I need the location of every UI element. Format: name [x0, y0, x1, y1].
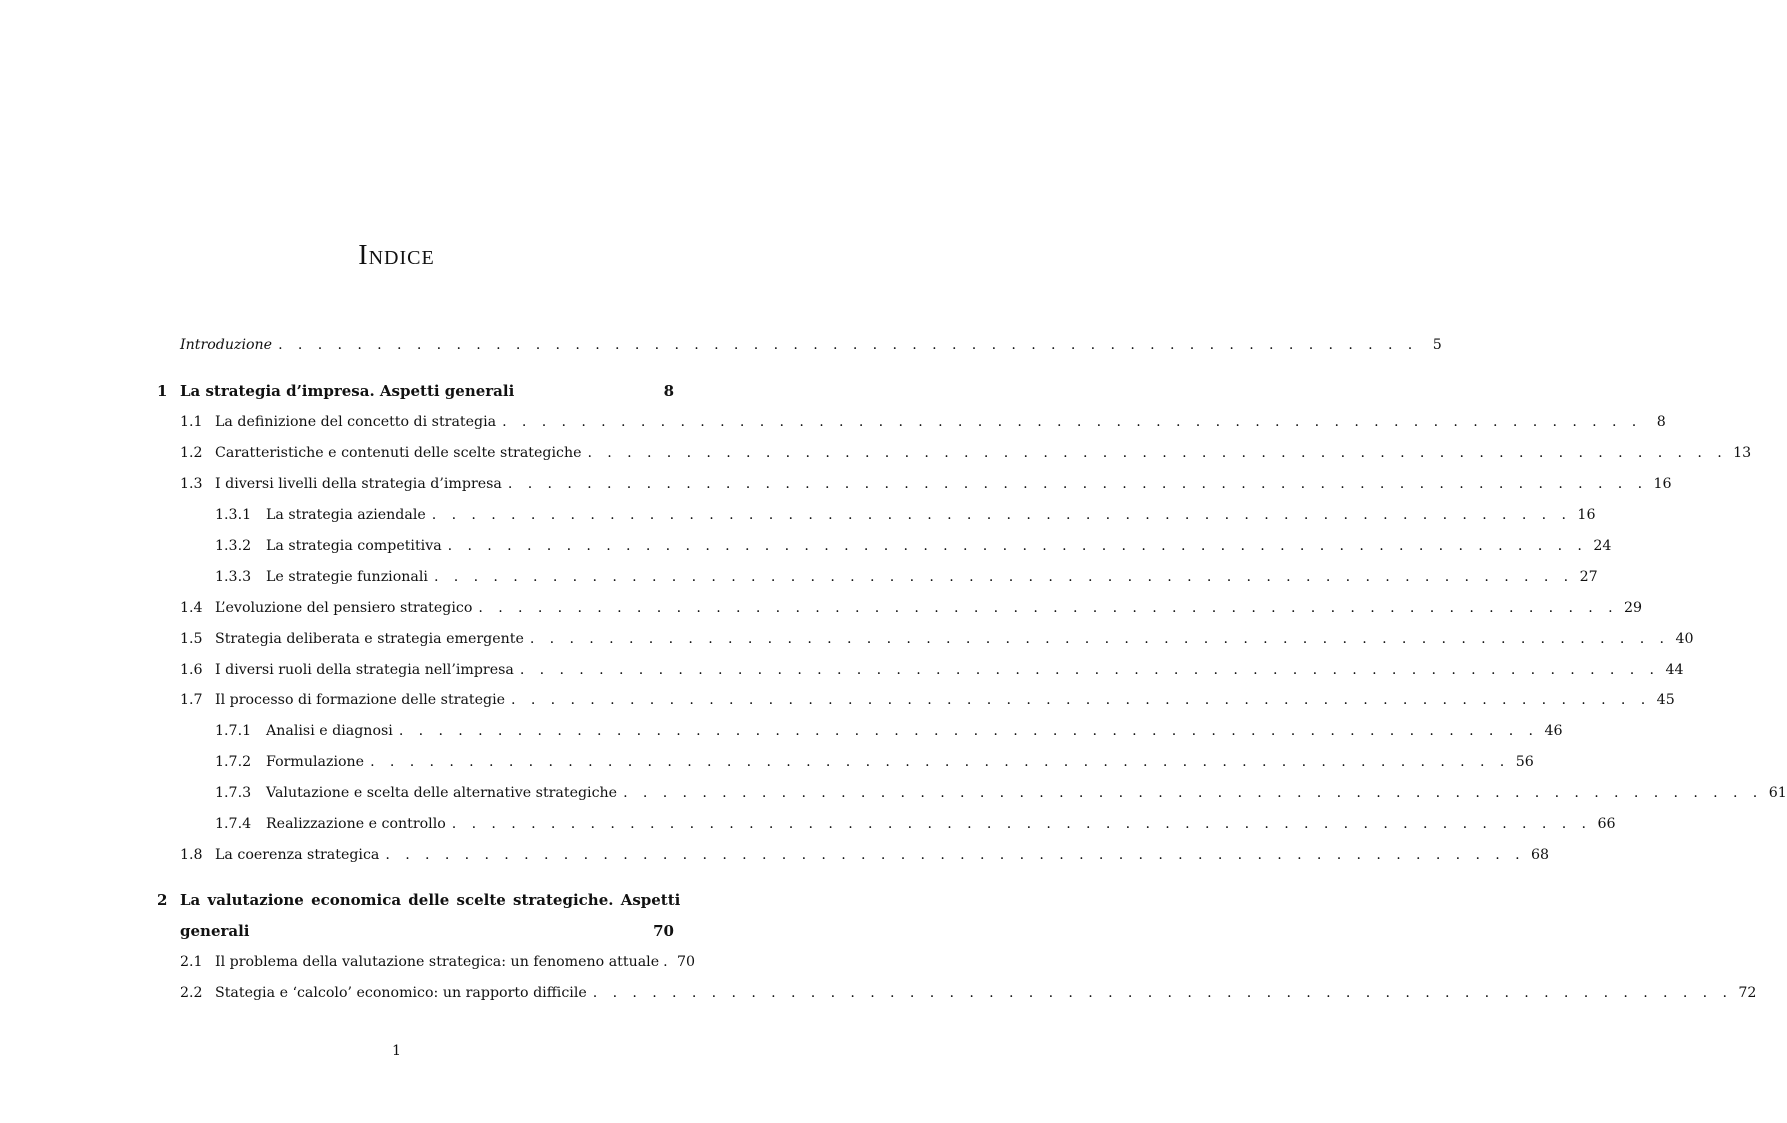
- toc-subsection-1-7-3[interactable]: [215, 785, 1787, 801]
- toc-subsection-page: 56: [1515, 754, 1534, 770]
- toc-chapter-2[interactable]: [157, 891, 681, 909]
- toc-section-2-2[interactable]: [180, 985, 1757, 1001]
- toc-section-2-1[interactable]: [180, 954, 696, 970]
- toc-subsection-number: 1.3.1: [215, 507, 252, 523]
- toc-subsection-number: 1.7.2: [215, 754, 252, 770]
- page-title: Indice: [358, 240, 435, 271]
- toc-subsection-1-7-1[interactable]: [215, 723, 1563, 739]
- toc-section-title: Il processo di formazione delle strategie: [215, 692, 506, 708]
- toc-section-page: 44: [1665, 662, 1684, 678]
- toc-subsection-1-7-4[interactable]: [215, 816, 1616, 832]
- toc-section-page: 45: [1656, 692, 1675, 708]
- toc-section-page: 13: [1733, 445, 1752, 461]
- toc-subsection-1-7-2[interactable]: [215, 754, 1534, 770]
- toc-section-number: 1.4: [180, 600, 203, 616]
- toc-section-title: Caratteristiche e contenuti delle scelte strategiche: [215, 445, 582, 461]
- toc-section-1-3[interactable]: [180, 476, 1672, 492]
- toc-section-number: 2.1: [180, 954, 203, 970]
- toc-subsection-page: 61: [1768, 785, 1787, 801]
- toc-chapter-title-line-2: generali: [180, 922, 250, 940]
- toc-section-page: 16: [1653, 476, 1672, 492]
- leader-dots: . . . . . . . . . . . . . . . . . . . . . . . . . . . . . . . . . . . . . . . . . . . . . . . . . . . . . . . . . .: [447, 538, 1588, 554]
- toc-section-title: L’evoluzione del pensiero strategico: [215, 600, 473, 616]
- toc-chapter-2-continued[interactable]: [180, 924, 674, 939]
- toc-chapter-page: 8: [663, 382, 674, 400]
- toc-subsection-number: 1.3.2: [215, 538, 252, 554]
- leader-dots: . . . . . . . . . . . . . . . . . . . . . . . . . . . . . . . . . . . . . . . . . . . . . . . . . . . . . . . . . .: [507, 476, 1648, 492]
- leader-dots: . . . . . . . . . . . . . . . . . . . . . . . . . . . . . . . . . . . . . . . . . . . . . . . . . . . . . . . . . .: [278, 337, 1418, 353]
- toc-subsection-number: 1.7.3: [215, 785, 252, 801]
- toc-section-page: 40: [1675, 631, 1694, 647]
- leader-dots: . . . . . . . . . . . . . . . . . . . . . . . . . . . . . . . . . . . . . . . . . . . . . . . . . . . . . . . . . .: [511, 692, 1651, 708]
- leader-dots: . . . . . . . . . . . . . . . . . . . . . . . . . . . . . . . . . . . . . . . . . . . . . . . . . . . . . . . . . .: [529, 631, 1670, 647]
- toc-section-1-8[interactable]: [180, 847, 1550, 863]
- toc-chapter-title-line-1: La valutazione economica delle scelte strategiche. Aspetti: [180, 891, 681, 909]
- leader-dots: . . . . . . . . . . . . . . . . . . . . . . . . . . . . . . . . . . . . . . . . . . . . . . . . . . . . . . . . . .: [398, 723, 1539, 739]
- toc-section-1-4[interactable]: [180, 600, 1643, 616]
- leader-dots: .: [663, 954, 674, 970]
- toc-section-title: La coerenza strategica: [215, 847, 380, 863]
- toc-subsection-page: 66: [1597, 816, 1616, 832]
- toc-entry-page: 5: [1432, 337, 1442, 353]
- toc-subsection-page: 24: [1593, 538, 1612, 554]
- toc-section-page: 8: [1656, 414, 1666, 430]
- toc-subsection-title: La strategia competitiva: [266, 538, 442, 554]
- leader-dots: . . . . . . . . . . . . . . . . . . . . . . . . . . . . . . . . . . . . . . . . . . . . . . . . . . . . . . . . . .: [592, 985, 1733, 1001]
- toc-entry-introduction[interactable]: [180, 337, 1442, 353]
- toc-section-number: 1.5: [180, 631, 203, 647]
- toc-subsection-title: Formulazione: [266, 754, 365, 770]
- toc-subsection-page: 27: [1579, 569, 1598, 585]
- toc-section-1-2[interactable]: [180, 445, 1752, 461]
- toc-subsection-number: 1.7.4: [215, 816, 252, 832]
- leader-dots: . . . . . . . . . . . . . . . . . . . . . . . . . . . . . . . . . . . . . . . . . . . . . . . . . . . . . . . . . .: [587, 445, 1728, 461]
- toc-subsection-1-3-3[interactable]: [215, 569, 1598, 585]
- toc-section-1-5[interactable]: [180, 631, 1694, 647]
- toc-section-title: Stategia e ‘calcolo’ economico: un rapporto difficile: [215, 985, 587, 1001]
- toc-section-title: I diversi livelli della strategia d’impresa: [215, 476, 502, 492]
- toc-subsection-title: Le strategie funzionali: [266, 569, 428, 585]
- toc-section-title: I diversi ruoli della strategia nell’impresa: [215, 662, 514, 678]
- toc-subsection-1-3-1[interactable]: [215, 507, 1596, 523]
- toc-subsection-number: 1.7.1: [215, 723, 252, 739]
- leader-dots: . . . . . . . . . . . . . . . . . . . . . . . . . . . . . . . . . . . . . . . . . . . . . . . . . . . . . . . . . .: [623, 785, 1763, 801]
- leader-dots: . . . . . . . . . . . . . . . . . . . . . . . . . . . . . . . . . . . . . . . . . . . . . . . . . . . . . . . . . .: [433, 569, 1574, 585]
- leader-dots: . . . . . . . . . . . . . . . . . . . . . . . . . . . . . . . . . . . . . . . . . . . . . . . . . . . . . . . . . .: [385, 847, 1526, 863]
- toc-subsection-1-3-2[interactable]: [215, 538, 1612, 554]
- toc-subsection-title: La strategia aziendale: [266, 507, 426, 523]
- toc-subsection-title: Valutazione e scelta delle alternative strategiche: [266, 785, 618, 801]
- toc-entry-title: Introduzione: [180, 337, 273, 353]
- toc-section-1-7[interactable]: [180, 692, 1675, 708]
- toc-section-title: La definizione del concetto di strategia: [215, 414, 497, 430]
- leader-dots: . . . . . . . . . . . . . . . . . . . . . . . . . . . . . . . . . . . . . . . . . . . . . . . . . . . . . . . . . .: [502, 414, 1642, 430]
- leader-dots: . . . . . . . . . . . . . . . . . . . . . . . . . . . . . . . . . . . . . . . . . . . . . . . . . . . . . . . . . .: [431, 507, 1572, 523]
- toc-chapter-page: 70: [653, 922, 674, 940]
- leader-dots: . . . . . . . . . . . . . . . . . . . . . . . . . . . . . . . . . . . . . . . . . . . . . . . . . . . . . . . . . .: [478, 600, 1619, 616]
- toc-section-number: 1.8: [180, 847, 203, 863]
- toc-section-page: 70: [677, 954, 696, 970]
- toc-section-page: 68: [1531, 847, 1550, 863]
- toc-subsection-number: 1.3.3: [215, 569, 252, 585]
- toc-subsection-title: Realizzazione e controllo: [266, 816, 446, 832]
- toc-section-number: 1.7: [180, 692, 203, 708]
- toc-section-page: 29: [1624, 600, 1643, 616]
- toc-section-title: Il problema della valutazione strategica: un fenomeno attuale: [215, 954, 660, 970]
- toc-section-number: 1.1: [180, 414, 203, 430]
- toc-subsection-title: Analisi e diagnosi: [266, 723, 393, 739]
- toc-section-number: 1.2: [180, 445, 203, 461]
- toc-subsection-page: 16: [1577, 507, 1596, 523]
- toc-section-1-1[interactable]: [180, 414, 1666, 430]
- leader-dots: . . . . . . . . . . . . . . . . . . . . . . . . . . . . . . . . . . . . . . . . . . . . . . . . . . . . . . . . . .: [519, 662, 1660, 678]
- toc-section-number: 2.2: [180, 985, 203, 1001]
- toc-chapter-title: La strategia d’impresa. Aspetti generali: [180, 382, 515, 400]
- toc-chapter-number: 1: [157, 382, 168, 400]
- leader-dots: . . . . . . . . . . . . . . . . . . . . . . . . . . . . . . . . . . . . . . . . . . . . . . . . . . . . . . . . . .: [451, 816, 1592, 832]
- page-number: 1: [391, 1043, 402, 1059]
- toc-subsection-page: 46: [1544, 723, 1563, 739]
- toc-chapter-number: 2: [157, 891, 168, 909]
- toc-section-number: 1.6: [180, 662, 203, 678]
- toc-chapter-1[interactable]: [157, 382, 674, 400]
- toc-section-number: 1.3: [180, 476, 203, 492]
- leader-dots: . . . . . . . . . . . . . . . . . . . . . . . . . . . . . . . . . . . . . . . . . . . . . . . . . . . . . . . . . .: [370, 754, 1510, 770]
- toc-section-page: 72: [1738, 985, 1757, 1001]
- toc-section-1-6[interactable]: [180, 662, 1684, 678]
- toc-section-title: Strategia deliberata e strategia emergente: [215, 631, 524, 647]
